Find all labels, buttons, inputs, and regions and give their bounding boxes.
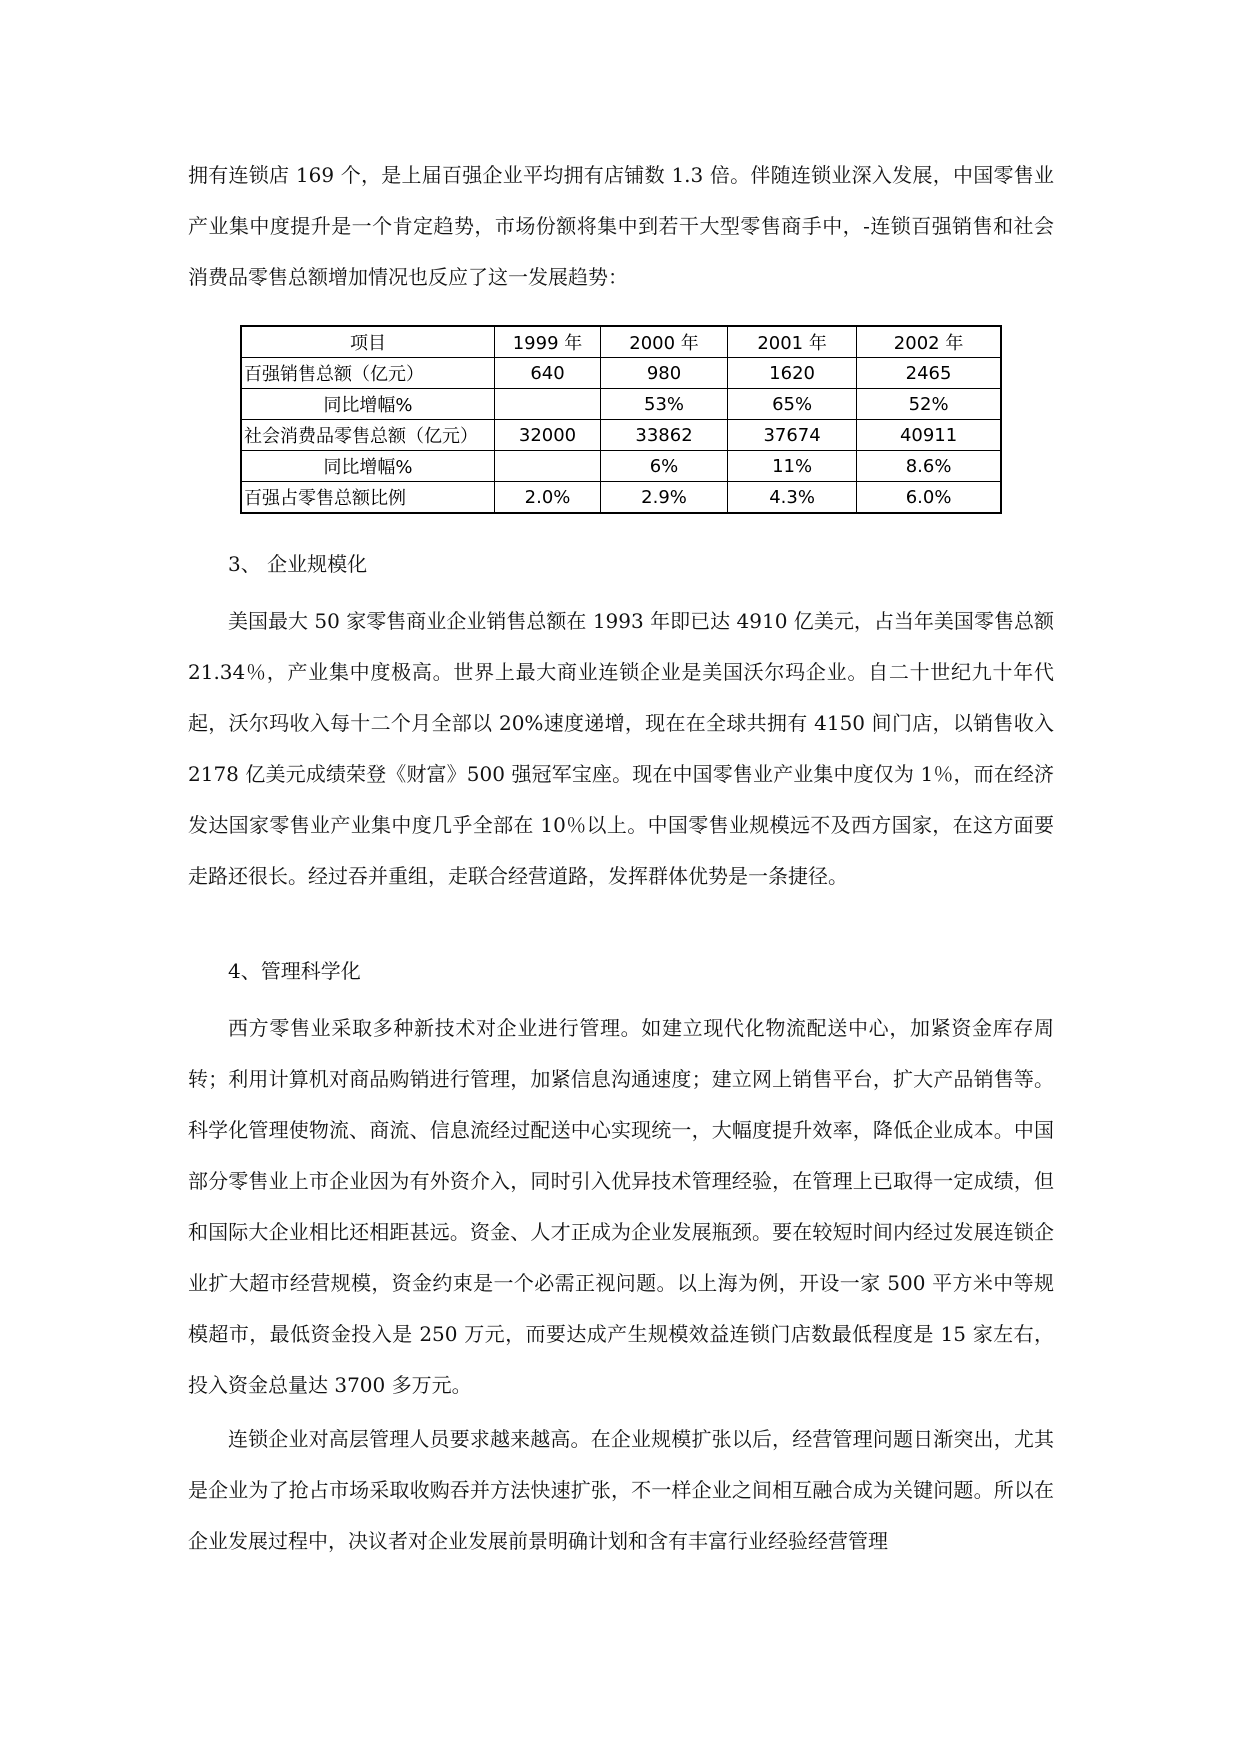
table-cell: 640 bbox=[495, 358, 601, 389]
section-4-paragraph-1: 西方零售业采取多种新技术对企业进行管理。如建立现代化物流配送中心，加紧资金库存周转；利用计算机对商品购销进行管理，加紧信息沟通速度；建立网上销售平台，扩大产品销售等。科学化管理使物流、商流、信息流经过配送中心实现统一，大幅度提升效率，降低企业成本。中国部分零售业上市企业因为有外资介入，同时引入优异技术管理经验，在管理上已取得一定成绩，但和国际大企业相比还相距甚远。资金、人才正成为企业发展瓶颈。要在较短时间内经过发展连锁企业扩大超市经营规模，资金约束是一个必需正视问题。以上海为例，开设一家 500 平方米中等规模超市，最低资金投入是 250 万元，而要达成产生规模效益连锁门店数最低程度是 15 家左右，投入资金总量达 3700 多万元。 bbox=[188, 1016, 1054, 1397]
table-cell: 32000 bbox=[495, 420, 601, 451]
table-cell: 6.0% bbox=[857, 482, 1001, 514]
table-row bbox=[241, 389, 1001, 420]
section-3-heading: 3、 企业规模化 bbox=[228, 552, 368, 576]
header-cell: 2000 年 bbox=[601, 326, 728, 358]
table-cell: 53% bbox=[601, 389, 728, 420]
table-cell: 40911 bbox=[857, 420, 1001, 451]
row-label: 百强占零售总额比例 bbox=[241, 482, 495, 514]
row-label: 同比增幅% bbox=[241, 389, 495, 420]
table-row bbox=[241, 358, 1001, 389]
table-row bbox=[241, 482, 1001, 514]
table-cell: 2.0% bbox=[495, 482, 601, 514]
table-cell: 2465 bbox=[857, 358, 1001, 389]
row-label: 社会消费品零售总额（亿元） bbox=[241, 420, 495, 451]
header-cell: 1999 年 bbox=[495, 326, 601, 358]
section-4-paragraph-2: 连锁企业对高层管理人员要求越来越高。在企业规模扩张以后，经营管理问题日渐突出，尤其是企业为了抢占市场采取收购吞并方法快速扩张，不一样企业之间相互融合成为关键问题。所以在企业发展过程中，决议者对企业发展前景明确计划和含有丰富行业经验经营管理 bbox=[188, 1427, 1054, 1553]
table-row bbox=[241, 451, 1001, 482]
header-cell: 2001 年 bbox=[728, 326, 857, 358]
table-cell: 37674 bbox=[728, 420, 857, 451]
table-cell: 33862 bbox=[601, 420, 728, 451]
sales-comparison-table bbox=[240, 325, 1002, 514]
table-cell: 980 bbox=[601, 358, 728, 389]
section-4-heading: 4、管理科学化 bbox=[228, 959, 361, 983]
table-cell: 6% bbox=[601, 451, 728, 482]
table-cell: 8.6% bbox=[857, 451, 1001, 482]
table-cell bbox=[495, 389, 601, 420]
table-cell: 52% bbox=[857, 389, 1001, 420]
table-header-row bbox=[241, 326, 1001, 358]
table-cell: 2.9% bbox=[601, 482, 728, 514]
table-cell: 11% bbox=[728, 451, 857, 482]
header-cell: 项目 bbox=[241, 326, 495, 358]
table-cell bbox=[495, 451, 601, 482]
row-label: 同比增幅% bbox=[241, 451, 495, 482]
table-cell: 4.3% bbox=[728, 482, 857, 514]
section-3-paragraph: 美国最大 50 家零售商业企业销售总额在 1993 年即已达 4910 亿美元，占当年美国零售总额 21.34％，产业集中度极高。世界上最大商业连锁企业是美国沃尔玛企业。自二十世纪九十年代起，沃尔玛收入每十二个月全部以 20%速度递增，现在在全球共拥有 4150 间门店，以销售收入 2178 亿美元成绩荣登《财富》500 强冠军宝座。现在中国零售业产业集中度仅为 1％，而在经济发达国家零售业产业集中度几乎全部在 10％以上。中国零售业规模远不及西方国家，在这方面要走路还很长。经过吞并重组，走联合经营道路，发挥群体优势是一条捷径。 bbox=[188, 609, 1054, 888]
header-cell: 2002 年 bbox=[857, 326, 1001, 358]
table-cell: 1620 bbox=[728, 358, 857, 389]
row-label: 百强销售总额（亿元） bbox=[241, 358, 495, 389]
table-cell: 65% bbox=[728, 389, 857, 420]
table-row bbox=[241, 420, 1001, 451]
intro-paragraph: 拥有连锁店 169 个，是上届百强企业平均拥有店铺数 1.3 倍。伴随连锁业深入发展，中国零售业产业集中度提升是一个肯定趋势，市场份额将集中到若干大型零售商手中，-连锁百强销售和社会消费品零售总额增加情况也反应了这一发展趋势： bbox=[188, 163, 1054, 289]
